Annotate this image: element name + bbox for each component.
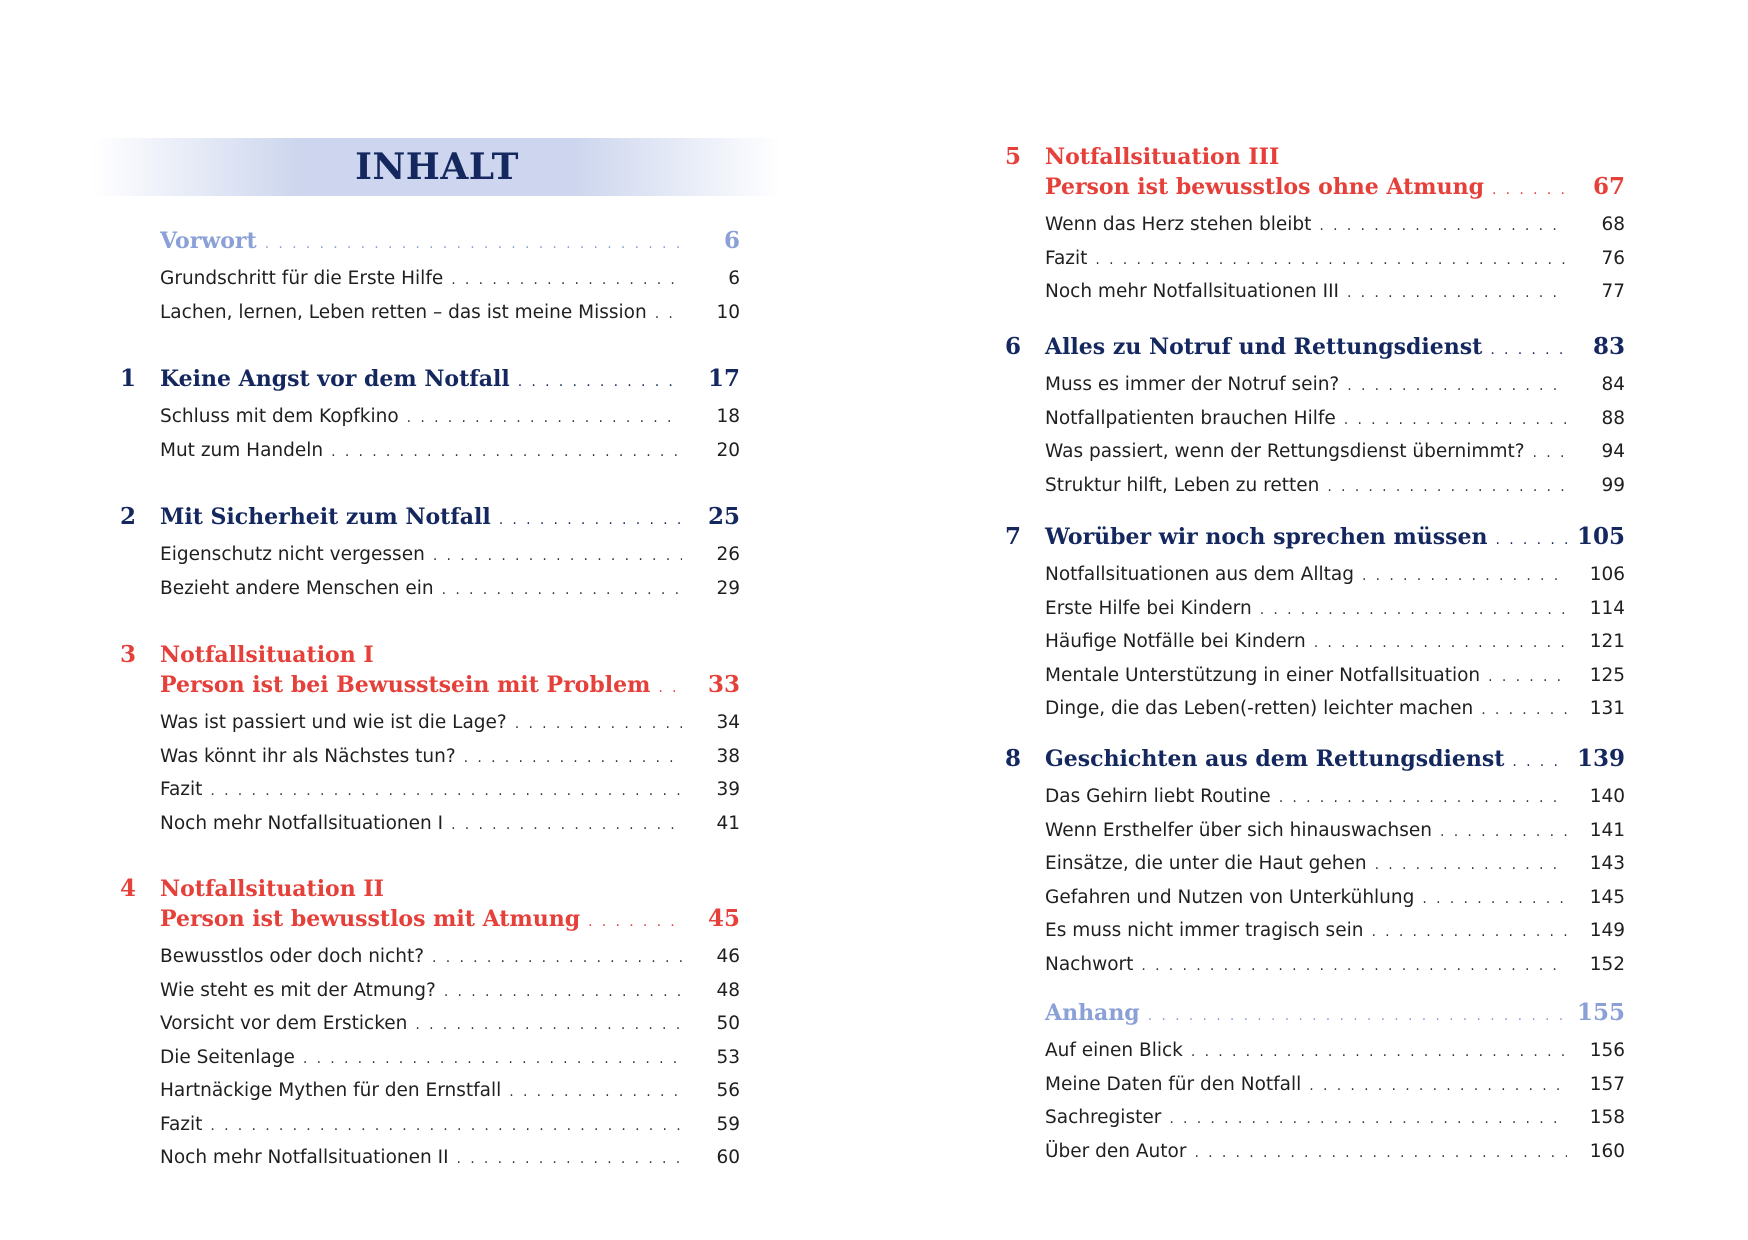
entry-list [160,539,740,606]
toc-entry[interactable] [1045,848,1625,882]
toc-heading-vorwort[interactable] [160,226,740,259]
toc-entry[interactable] [1045,1136,1625,1170]
entry-page-number: 157 [1589,1073,1625,1095]
toc-heading-chapter-8[interactable] [1045,744,1625,777]
chapter-number: 1 [120,365,137,392]
dot-leader [442,574,682,607]
toc-entry[interactable] [160,941,740,975]
entry-page-number: 141 [1589,819,1625,841]
entry-label: Grundschritt für die Erste Hilfe [160,268,444,289]
heading-label: Person ist bewusstlos ohne Atmung [1045,174,1484,200]
entry-page-number: 88 [1601,407,1625,429]
section-chapter-2 [120,502,740,606]
chapter-number: 2 [120,503,137,530]
dot-leader [1488,661,1567,694]
entry-page-number: 94 [1601,441,1625,462]
entry-page-number: 76 [1601,247,1625,269]
entry-page-number: 140 [1589,786,1625,807]
chapter-number: 8 [1005,745,1022,772]
chapter-kicker: Notfallsituation I [160,642,374,668]
chapter-number: 6 [1005,333,1022,360]
entry-list [1045,559,1625,727]
section-chapter-8 [1005,744,1625,982]
heading-label: Person ist bewusstlos mit Atmung [160,906,581,932]
toc-entry[interactable] [1045,369,1625,403]
entry-page-number: 6 [728,268,740,289]
dot-leader [518,367,682,397]
entry-label: Gefahren und Nutzen von Unterkühlung [1045,886,1415,908]
entry-page-number: 53 [716,1046,740,1068]
toc-entry[interactable] [1045,436,1625,470]
entry-page-number: 158 [1589,1107,1625,1128]
entry-label: Das Gehirn liebt Routine [1045,786,1271,807]
toc-entry[interactable] [1045,660,1625,694]
toc-entry[interactable] [1045,1035,1625,1069]
dot-leader [515,708,682,741]
section-anhang [1005,998,1625,1169]
toc-entry[interactable] [160,1142,740,1176]
dot-leader [1169,1103,1567,1136]
page-number: 155 [1576,999,1625,1026]
chapter-kicker: Notfallsituation II [160,876,384,902]
chapter-kicker: Notfallsituation III [1045,144,1280,170]
dot-leader [1496,525,1567,555]
entry-page-number: 99 [1601,474,1625,496]
dot-leader [1194,1137,1567,1170]
toc-heading-chapter-2[interactable] [160,502,740,535]
entry-label: Meine Daten für den Notfall [1045,1073,1302,1095]
entry-label: Erste Hilfe bei Kindern [1045,597,1252,619]
dot-leader [655,298,682,331]
toc-entry[interactable] [1045,403,1625,437]
dot-leader [1327,471,1567,504]
dot-leader [451,264,682,297]
toc-entry[interactable] [160,1042,740,1076]
dot-leader [210,775,682,808]
heading-label: Vorwort [160,228,257,254]
entry-label: Über den Autor [1045,1140,1187,1162]
entry-label: Schluss mit dem Kopfkino [160,406,399,427]
page-number: 17 [707,365,740,392]
dot-leader [303,1043,682,1076]
entry-label: Mut zum Handeln [160,439,324,461]
entry-label: Notfallsituationen aus dem Alltag [1045,564,1354,585]
section-chapter-5 [1005,142,1625,310]
entry-label: Bewusstlos oder doch nicht? [160,946,425,967]
dot-leader [1422,883,1567,916]
right-page [1005,0,1625,1240]
page-number: 33 [707,671,740,698]
entry-page-number: 121 [1589,631,1625,652]
entry-label: Nachwort [1045,953,1134,975]
entry-label: Einsätze, die unter die Haut gehen [1045,853,1367,874]
dot-leader [1279,782,1567,815]
dot-leader [1309,1070,1567,1103]
dot-leader [457,1143,682,1176]
toc-entry[interactable] [1045,915,1625,949]
dot-leader [1512,747,1567,777]
entry-label: Auf einen Blick [1045,1040,1183,1061]
dot-leader [1191,1036,1567,1069]
entry-label: Wenn das Herz stehen bleibt [1045,214,1312,235]
heading-label: Worüber wir noch sprechen müssen [1045,524,1488,550]
entry-page-number: 41 [716,812,740,834]
entry-label: Dinge, die das Leben(-retten) leichter machen [1045,698,1474,719]
toc-entry[interactable] [160,539,740,573]
dot-leader [1362,560,1567,593]
entry-page-number: 145 [1589,886,1625,908]
entry-list [160,263,740,330]
dot-leader [588,907,682,937]
toc-heading-chapter-6[interactable] [1045,332,1625,365]
chapter-number: 7 [1005,523,1022,550]
dot-leader [1492,175,1567,205]
entry-label: Was passiert, wenn der Rettungsdienst übernimmt? [1045,441,1525,462]
toc-entry[interactable] [1045,949,1625,983]
dot-leader [331,436,682,469]
heading-label: Geschichten aus dem Rettungsdienst [1045,746,1505,772]
entry-page-number: 68 [1601,214,1625,235]
toc-entry[interactable] [1045,882,1625,916]
entry-label: Bezieht andere Menschen ein [160,577,434,599]
section-chapter-7 [1005,522,1625,727]
toc-entry[interactable] [1045,276,1625,310]
entry-page-number: 131 [1589,698,1625,719]
dot-leader [433,540,682,573]
page-number: 6 [723,227,740,254]
toc-entry[interactable] [160,297,740,331]
dot-leader [415,1009,682,1042]
toc-entry[interactable] [160,741,740,775]
heading-label: Anhang [1045,1000,1140,1026]
entry-label: Die Seitenlage [160,1046,295,1068]
dot-leader [1148,1001,1567,1031]
chapter-number: 5 [1005,143,1022,170]
toc-entry[interactable] [160,1008,740,1042]
chapter-number: 3 [120,641,137,668]
heading-label: Mit Sicherheit zum Notfall [160,504,491,530]
entry-page-number: 46 [716,946,740,967]
toc-entry[interactable] [160,1109,740,1143]
entry-list [1045,781,1625,982]
entry-label: Noch mehr Notfallsituationen I [160,812,444,834]
entry-label: Notfallpatienten brauchen Hilfe [1045,407,1336,429]
entry-page-number: 10 [716,301,740,323]
title-band [92,138,782,196]
dot-leader [1260,594,1567,627]
dot-leader [1347,277,1567,310]
toc-heading-chapter-1[interactable] [160,364,740,397]
toc-entry[interactable] [160,707,740,741]
entry-list [160,707,740,841]
entry-page-number: 48 [716,979,740,1001]
left-page [120,0,740,1240]
entry-page-number: 56 [716,1080,740,1101]
dot-leader [1141,950,1567,983]
page-number: 67 [1592,173,1625,200]
entry-page-number: 84 [1601,374,1625,395]
entry-page-number: 50 [716,1013,740,1034]
entry-page-number: 152 [1589,953,1625,975]
toc-entry[interactable] [1045,815,1625,849]
entry-label: Struktur hilft, Leben zu retten [1045,474,1320,496]
toc-entry[interactable] [160,774,740,808]
entry-page-number: 18 [716,406,740,427]
dot-leader [464,742,682,775]
toc-entry[interactable] [1045,243,1625,277]
toc-entry[interactable] [1045,559,1625,593]
entry-label: Noch mehr Notfallsituationen III [1045,281,1339,302]
toc-heading-chapter-4[interactable] [160,904,740,937]
toc-entry[interactable] [1045,693,1625,727]
entry-label: Wie steht es mit der Atmung? [160,979,436,1001]
dot-leader [499,505,682,535]
entry-list [160,401,740,468]
dot-leader [451,809,682,842]
toc-entry[interactable] [1045,209,1625,243]
entry-list [160,941,740,1176]
heading-label: Keine Angst vor dem Notfall [160,366,510,392]
toc-entry[interactable] [160,435,740,469]
toc-entry[interactable] [1045,626,1625,660]
entry-label: Wenn Ersthelfer über sich hinauswachsen [1045,819,1433,841]
section-chapter-4 [120,874,740,1176]
entry-label: Noch mehr Notfallsituationen II [160,1147,449,1168]
entry-list [1045,1035,1625,1169]
page-number: 105 [1576,523,1625,550]
dot-leader [1344,404,1567,437]
entry-label: Was ist passiert und wie ist die Lage? [160,712,507,733]
entry-page-number: 29 [716,577,740,599]
page-title: INHALT [355,146,519,188]
toc-entry[interactable] [160,1075,740,1109]
dot-leader [1481,694,1567,727]
toc-entry[interactable] [1045,1102,1625,1136]
toc-entry[interactable] [160,401,740,435]
entry-page-number: 143 [1589,853,1625,874]
dot-leader [1319,210,1567,243]
toc-entry[interactable] [160,808,740,842]
dot-leader [1371,916,1567,949]
toc-entry[interactable] [160,975,740,1009]
entry-page-number: 39 [716,779,740,800]
section-chapter-1 [120,364,740,468]
entry-page-number: 114 [1589,597,1625,619]
entry-page-number: 156 [1589,1040,1625,1061]
dot-leader [1375,849,1567,882]
page-number: 83 [1592,333,1625,360]
entry-label: Fazit [1045,247,1088,269]
entry-page-number: 149 [1589,920,1625,941]
entry-label: Mentale Unterstützung in einer Notfallsituation [1045,664,1481,686]
toc-heading-chapter-5[interactable] [1045,172,1625,205]
heading-label: Alles zu Notruf und Rettungsdienst [1045,334,1483,360]
section-chapter-3 [120,640,740,841]
dot-leader [1095,244,1567,277]
page-number: 45 [707,905,740,932]
toc-heading-chapter-3[interactable] [160,670,740,703]
dot-leader [407,402,682,435]
entry-page-number: 20 [716,439,740,461]
entry-page-number: 34 [716,712,740,733]
dot-leader [509,1076,682,1109]
entry-page-number: 60 [716,1147,740,1168]
entry-page-number: 38 [716,745,740,767]
entry-page-number: 26 [716,544,740,565]
entry-list [1045,209,1625,310]
entry-label: Lachen, lernen, Leben retten – das ist meine Mission [160,301,647,323]
entry-page-number: 59 [716,1113,740,1135]
dot-leader [265,229,682,259]
dot-leader [658,673,682,703]
toc-heading-chapter-7[interactable] [1045,522,1625,555]
dot-leader [1490,335,1567,365]
dot-leader [1314,627,1567,660]
toc-entry[interactable] [1045,593,1625,627]
entry-page-number: 125 [1589,664,1625,686]
dot-leader [432,942,682,975]
entry-label: Sachregister [1045,1107,1162,1128]
toc-entry[interactable] [1045,470,1625,504]
chapter-number: 4 [120,875,137,902]
entry-label: Eigenschutz nicht vergessen [160,544,425,565]
page-number: 25 [707,503,740,530]
entry-list [1045,369,1625,503]
entry-page-number: 160 [1589,1140,1625,1162]
toc-entry[interactable] [160,573,740,607]
heading-label: Person ist bei Bewusstsein mit Problem [160,672,651,698]
entry-label: Was könnt ihr als Nächstes tun? [160,745,456,767]
toc-entry[interactable] [1045,781,1625,815]
dot-leader [210,1110,682,1143]
entry-label: Es muss nicht immer tragisch sein [1045,920,1364,941]
dot-leader [1440,816,1567,849]
dot-leader [444,976,682,1009]
dot-leader [1347,370,1567,403]
entry-label: Muss es immer der Notruf sein? [1045,374,1340,395]
page-number: 139 [1576,745,1625,772]
section-vorwort [120,226,740,330]
entry-label: Häufige Notfälle bei Kindern [1045,631,1306,652]
section-chapter-6 [1005,332,1625,503]
toc-entry[interactable] [1045,1069,1625,1103]
entry-page-number: 77 [1601,281,1625,302]
entry-label: Fazit [160,1113,203,1135]
toc-heading-anhang[interactable] [1045,998,1625,1031]
entry-label: Hartnäckige Mythen für den Ernstfall [160,1080,502,1101]
entry-page-number: 106 [1589,564,1625,585]
entry-label: Fazit [160,779,203,800]
dot-leader [1533,437,1567,470]
toc-entry[interactable] [160,263,740,297]
entry-label: Vorsicht vor dem Ersticken [160,1013,408,1034]
